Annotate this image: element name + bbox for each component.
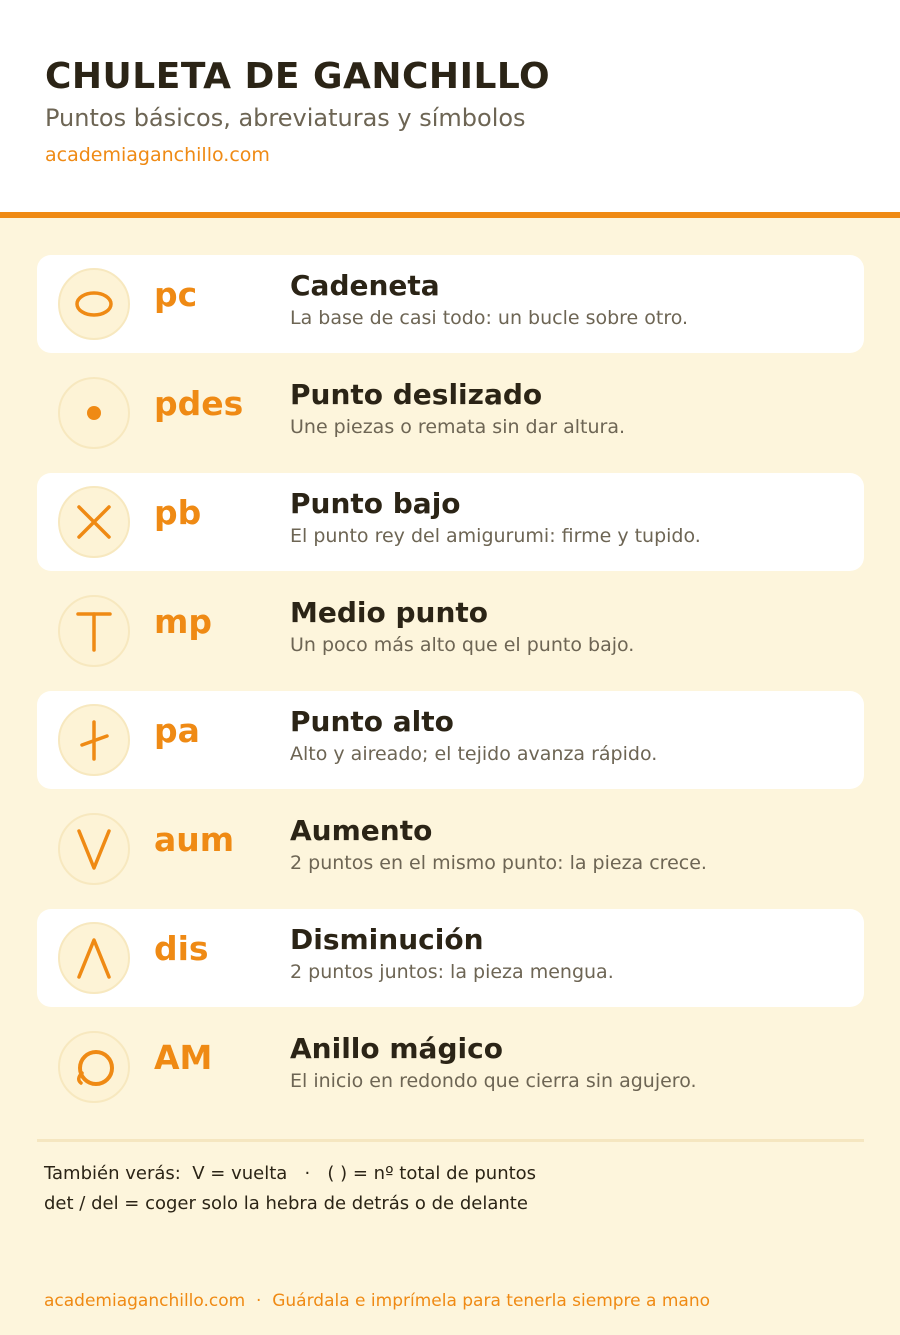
stitch-desc: 2 puntos en el mismo punto: la pieza crece.: [290, 852, 707, 874]
oval-chain-icon: [58, 268, 130, 340]
stitch-row-anillo-magico: [37, 1018, 864, 1116]
x-single-crochet-icon: [58, 486, 130, 558]
stitch-abbr: AM: [154, 1038, 213, 1077]
stitch-row-punto-deslizado: [37, 364, 864, 462]
stitch-abbr: mp: [154, 602, 213, 641]
crossed-t-double-icon: [58, 704, 130, 776]
stitch-name: Disminución: [290, 923, 484, 956]
stitch-abbr: pb: [154, 493, 202, 532]
stitch-abbr: dis: [154, 929, 209, 968]
stitch-desc: Une piezas o remata sin dar altura.: [290, 416, 626, 438]
stitch-abbr: aum: [154, 820, 235, 859]
stitch-name: Medio punto: [290, 596, 489, 629]
t-half-double-icon: [58, 595, 130, 667]
stitch-name: Cadeneta: [290, 269, 440, 302]
stitch-desc: 2 puntos juntos: la pieza mengua.: [290, 961, 614, 983]
footer-text: academiaganchillo.com · Guárdala e imprímela para tenerla siempre a mano: [44, 1291, 711, 1311]
stitch-abbr: pdes: [154, 384, 244, 423]
stitch-name: Punto bajo: [290, 487, 461, 520]
header: [0, 0, 900, 218]
stitch-desc: La base de casi todo: un bucle sobre otro.: [290, 307, 689, 329]
stitch-row-cadeneta: [37, 255, 864, 353]
site-link[interactable]: academiaganchillo.com: [45, 144, 270, 166]
stitch-row-punto-bajo: [37, 473, 864, 571]
divider: [37, 1139, 864, 1142]
stitch-name: Punto alto: [290, 705, 454, 738]
ring-magic-icon: [58, 1031, 130, 1103]
v-increase-icon: [58, 813, 130, 885]
legend-note-2: det / del = coger solo la hebra de detrás o de delante: [44, 1193, 528, 1214]
caret-decrease-icon: [58, 922, 130, 994]
stitch-desc: El inicio en redondo que cierra sin agujero.: [290, 1070, 697, 1092]
stitch-row-aumento: [37, 800, 864, 898]
stitch-name: Punto deslizado: [290, 378, 543, 411]
stitch-row-punto-alto: [37, 691, 864, 789]
stitch-abbr: pc: [154, 275, 198, 314]
stitch-name: Anillo mágico: [290, 1032, 503, 1065]
stitch-desc: Alto y aireado; el tejido avanza rápido.: [290, 743, 658, 765]
page-title: CHULETA DE GANCHILLO: [45, 56, 551, 97]
page-subtitle: Puntos básicos, abreviaturas y símbolos: [45, 104, 526, 132]
stitch-desc: El punto rey del amigurumi: firme y tupido.: [290, 525, 701, 547]
dot-slip-stitch-icon: [58, 377, 130, 449]
stitch-list: [37, 255, 864, 1127]
stitch-abbr: pa: [154, 711, 200, 750]
stitch-desc: Un poco más alto que el punto bajo.: [290, 634, 635, 656]
stitch-row-disminucion: [37, 909, 864, 1007]
stitch-name: Aumento: [290, 814, 433, 847]
legend-note-1: También verás: V = vuelta · ( ) = nº total de puntos: [44, 1163, 537, 1184]
stitch-row-medio-punto: [37, 582, 864, 680]
